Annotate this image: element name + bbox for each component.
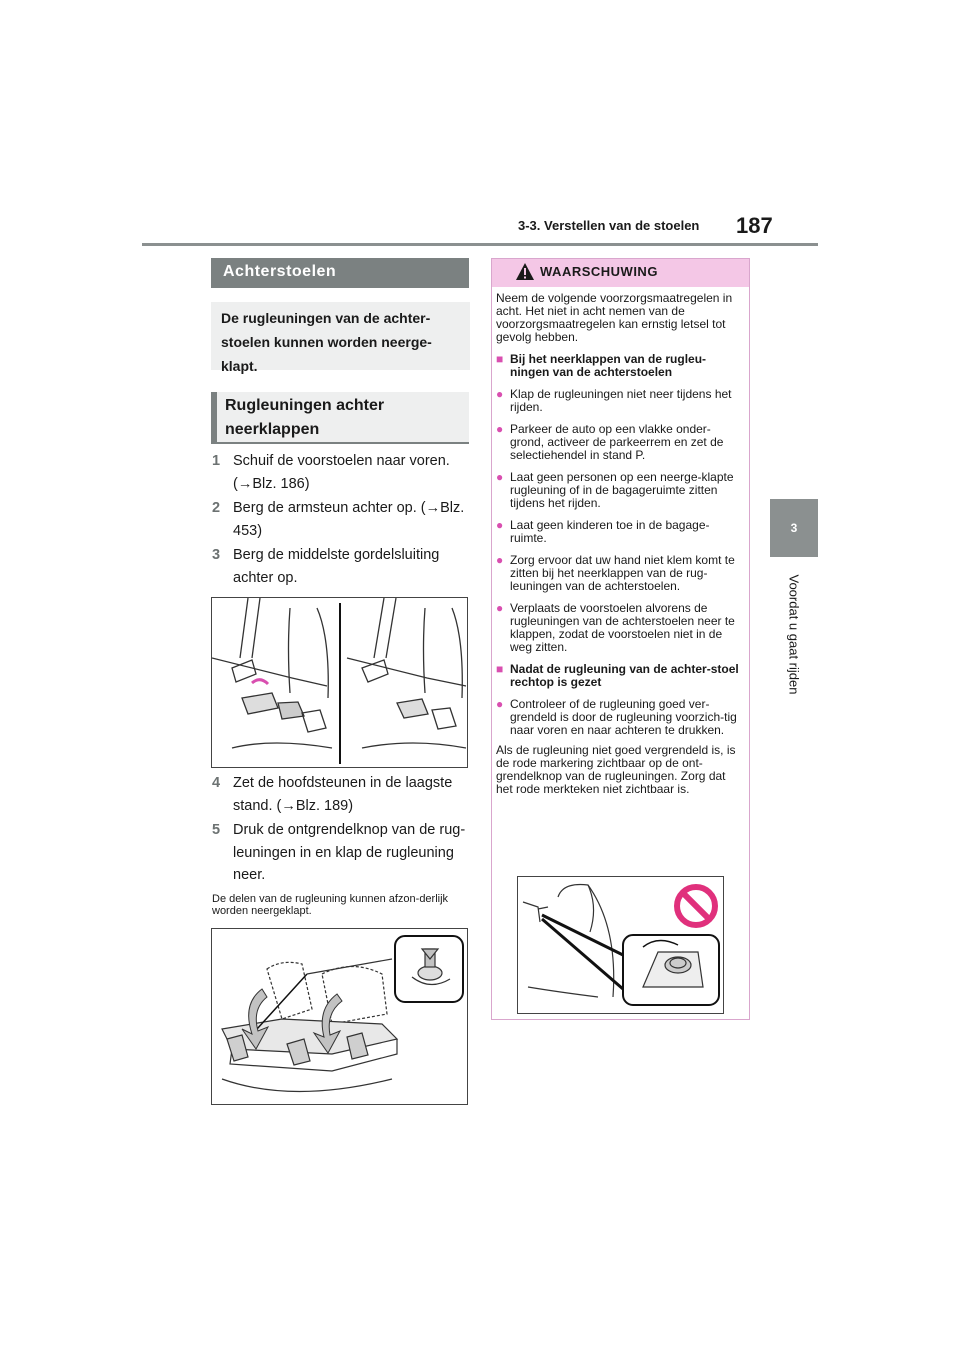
warning-bullet: ● Controleer of de rugleuning goed ver-grendeld is door de rugleuning voorzich-tig naar voren en naar achteren te drukken.	[496, 697, 737, 737]
intro-box: De rugleuningen van de achter-stoelen kunnen worden neerge-klapt.	[211, 302, 470, 370]
step-text: Druk de ontgrendelknop van de rug-leuningen in en klap de rugleuning neer.	[233, 822, 466, 883]
square-bullet-icon: ■	[496, 352, 504, 366]
section-title: Achterstoelen	[211, 258, 469, 288]
seatbelt-buckle-icon	[212, 598, 467, 767]
step-item	[212, 497, 474, 542]
round-bullet-icon: ●	[496, 518, 504, 532]
header-rule	[142, 243, 818, 246]
step-number: 1	[212, 453, 221, 469]
round-bullet-icon: ●	[496, 422, 504, 436]
chapter-label: Voordat u gaat rijden	[786, 574, 802, 695]
section-header: 3-3. Verstellen van de stoelen	[518, 218, 700, 233]
subsection-title: Rugleuningen achter neerklappen	[211, 392, 469, 442]
step-number: 2	[212, 500, 221, 516]
buckle-storage-illustration	[211, 597, 468, 768]
warning-intro: Neem de volgende voorzorgsmaatregelen in acht. Het niet in acht nemen van de voorzorgsmaatregelen kan ernstig letsel tot gevolg hebben.	[496, 291, 733, 344]
subsection-rule	[211, 442, 469, 444]
step-item	[212, 772, 474, 817]
steps-list-2	[212, 772, 474, 889]
round-bullet-icon: ●	[496, 601, 504, 615]
warning-title: WAARSCHUWING	[540, 264, 658, 279]
warning-bullet: ● Verplaats de voorstoelen alvorens de rugleuningen van de achterstoelen neer te klappen, zodat de voorstoelen niet in de weg zitten.	[496, 601, 735, 654]
warning-triangle-icon	[515, 262, 535, 287]
chapter-tab: 3	[770, 499, 818, 557]
note-text: De delen van de rugleuning kunnen afzon-derlijk worden neergeklapt.	[212, 893, 449, 917]
warning-closing: Als de rugleuning niet goed vergrendeld is, is de rode markering zichtbaar op de ont-grendelknop van de rugleuningen. Zorg dat het rode merkteken niet zichtbaar is.	[496, 743, 736, 796]
warning-bullet: ● Klap de rugleuningen niet neer tijdens het rijden.	[496, 387, 732, 414]
warning-bullet: ● Laat geen kinderen toe in de bagage-ruimte.	[496, 518, 710, 545]
seat-fold-icon	[212, 929, 467, 1104]
warning-body	[496, 292, 744, 805]
round-bullet-icon: ●	[496, 553, 504, 567]
step-item	[212, 544, 474, 589]
warning-bullet: ● Parkeer de auto op een vlakke onder-grond, activeer de parkeerrem en zet de selectiehendel in stand P.	[496, 422, 724, 462]
warning-bullet: ● Laat geen personen op een neerge-klapte rugleuning of in de bagageruimte zitten tijdens het rijden.	[496, 470, 734, 510]
page-number: 187	[736, 213, 773, 238]
warning-heading: ■ Bij het neerklappen van de rugleu-ningen van de achterstoelen	[496, 352, 707, 379]
steps-list-1	[212, 450, 474, 591]
step-text: Zet de hoofdsteunen in de laagste stand. (→Blz. 189)	[233, 775, 453, 814]
step-text: Berg de armsteun achter op. (→Blz. 453)	[233, 500, 465, 539]
warning-bullet: ● Zorg ervoor dat uw hand niet klem komt te zitten bij het neerklappen van de rug-leuningen van de achterstoelen.	[496, 553, 735, 593]
step-item	[212, 819, 474, 887]
step-number: 3	[212, 547, 221, 563]
step-number: 5	[212, 822, 221, 838]
round-bullet-icon: ●	[496, 387, 504, 401]
prohibited-sign-icon	[672, 882, 720, 935]
step-text: Schuif de voorstoelen naar voren. (→Blz. 186)	[233, 453, 450, 492]
round-bullet-icon: ●	[496, 470, 504, 484]
step-number: 4	[212, 775, 221, 791]
step-text: Berg de middelste gordelsluiting achter op.	[233, 547, 440, 586]
round-bullet-icon: ●	[496, 697, 504, 711]
warning-heading: ■ Nadat de rugleuning van de achter-stoel rechtop is gezet	[496, 662, 739, 689]
fold-seatback-illustration	[211, 928, 468, 1105]
step-item	[212, 450, 474, 495]
square-bullet-icon: ■	[496, 662, 504, 676]
